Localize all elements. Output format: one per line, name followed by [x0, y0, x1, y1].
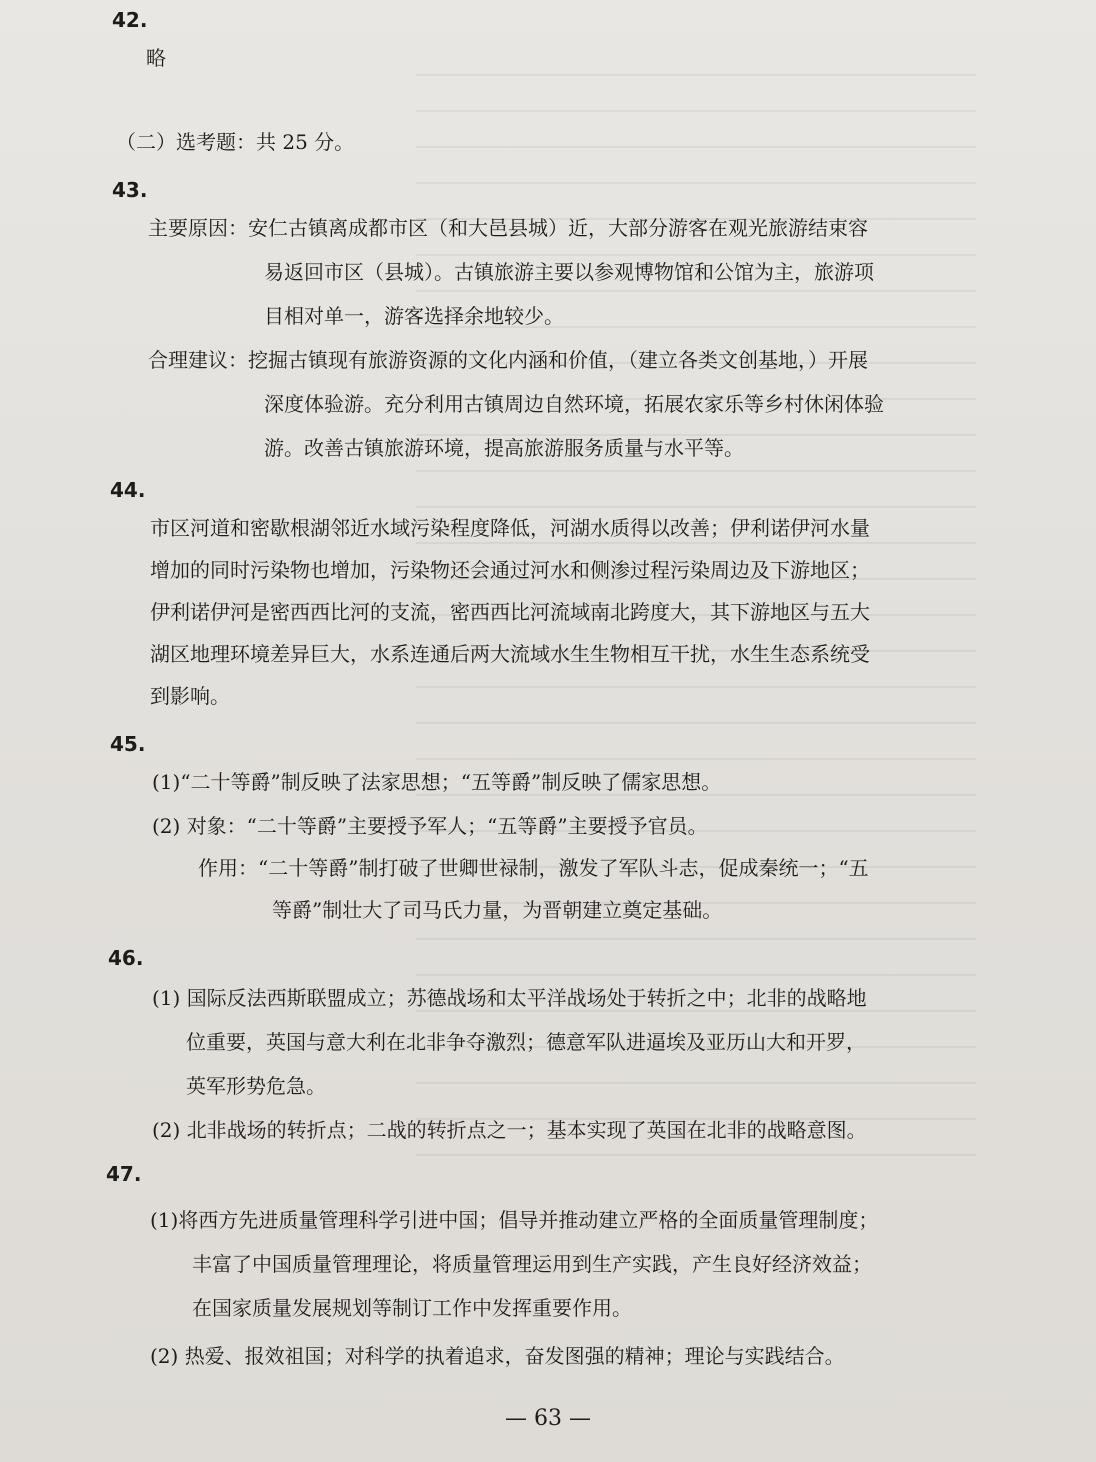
question-number-42: 42.: [112, 8, 148, 32]
answer-46-line: (1) 国际反法西斯联盟成立；苏德战场和太平洋战场处于转折之中；北非的战略地: [152, 986, 867, 1010]
answer-44-line: 湖区地理环境差异巨大，水系连通后两大流域水生生物相互干扰，水生生态系统受: [150, 642, 870, 666]
answer-44-line: 增加的同时污染物也增加，污染物还会通过河水和侧渗过程污染周边及下游地区；: [150, 558, 870, 582]
page-number: — 63 —: [505, 1406, 591, 1431]
answer-43-line: 合理建议：挖掘古镇现有旅游资源的文化内涵和价值，（建立各类文创基地，）开展: [148, 348, 868, 372]
question-number-47: 47.: [106, 1162, 142, 1186]
answer-46-line: 位重要，英国与意大利在北非争夺激烈；德意军队进逼埃及亚历山大和开罗，: [186, 1030, 866, 1054]
question-number-44: 44.: [110, 478, 146, 502]
answer-43-line: 目相对单一，游客选择余地较少。: [264, 304, 564, 328]
answer-42: 略: [146, 46, 166, 70]
answer-45-line: (1)“二十等爵”制反映了法家思想；“五等爵”制反映了儒家思想。: [152, 770, 722, 794]
answer-46-line: (2) 北非战场的转折点；二战的转折点之一；基本实现了英国在北非的战略意图。: [152, 1118, 867, 1142]
answer-43-line: 主要原因：安仁古镇离成都市区（和大邑县城）近，大部分游客在观光旅游结束容: [148, 216, 868, 240]
answer-44-line: 伊利诺伊河是密西西比河的支流，密西西比河流域南北跨度大，其下游地区与五大: [150, 600, 870, 624]
answer-47-line: (2) 热爱、报效祖国；对科学的执着追求，奋发图强的精神；理论与实践结合。: [150, 1344, 845, 1368]
question-number-46: 46.: [108, 946, 144, 970]
answer-45-line: (2) 对象：“二十等爵”主要授予军人；“五等爵”主要授予官员。: [152, 814, 708, 838]
answer-47-line: (1)将西方先进质量管理科学引进中国；倡导并推动建立严格的全面质量管理制度；: [150, 1208, 879, 1232]
answer-43-line: 游。改善古镇旅游环境，提高旅游服务质量与水平等。: [264, 436, 744, 460]
answer-44-line: 市区河道和密歇根湖邻近水域污染程度降低，河湖水质得以改善；伊利诺伊河水量: [150, 516, 870, 540]
answer-43-line: 易返回市区（县城）。古镇旅游主要以参观博物馆和公馆为主，旅游项: [264, 260, 874, 284]
answer-44-line: 到影响。: [150, 684, 230, 708]
answer-45-line: 作用：“二十等爵”制打破了世卿世禄制，激发了军队斗志，促成秦统一；“五: [198, 856, 869, 880]
answer-43-line: 深度体验游。充分利用古镇周边自然环境，拓展农家乐等乡村休闲体验: [264, 392, 884, 416]
answer-45-line: 等爵”制壮大了司马氏力量，为晋朝建立奠定基础。: [272, 898, 723, 922]
answer-46-line: 英军形势危急。: [186, 1074, 326, 1098]
question-number-45: 45.: [110, 732, 146, 756]
answer-47-line: 丰富了中国质量管理理论，将质量管理运用到生产实践，产生良好经济效益；: [192, 1252, 872, 1276]
section-heading: （二）选考题：共 25 分。: [116, 130, 355, 154]
answer-47-line: 在国家质量发展规划等制订工作中发挥重要作用。: [192, 1296, 632, 1320]
question-number-43: 43.: [112, 178, 148, 202]
